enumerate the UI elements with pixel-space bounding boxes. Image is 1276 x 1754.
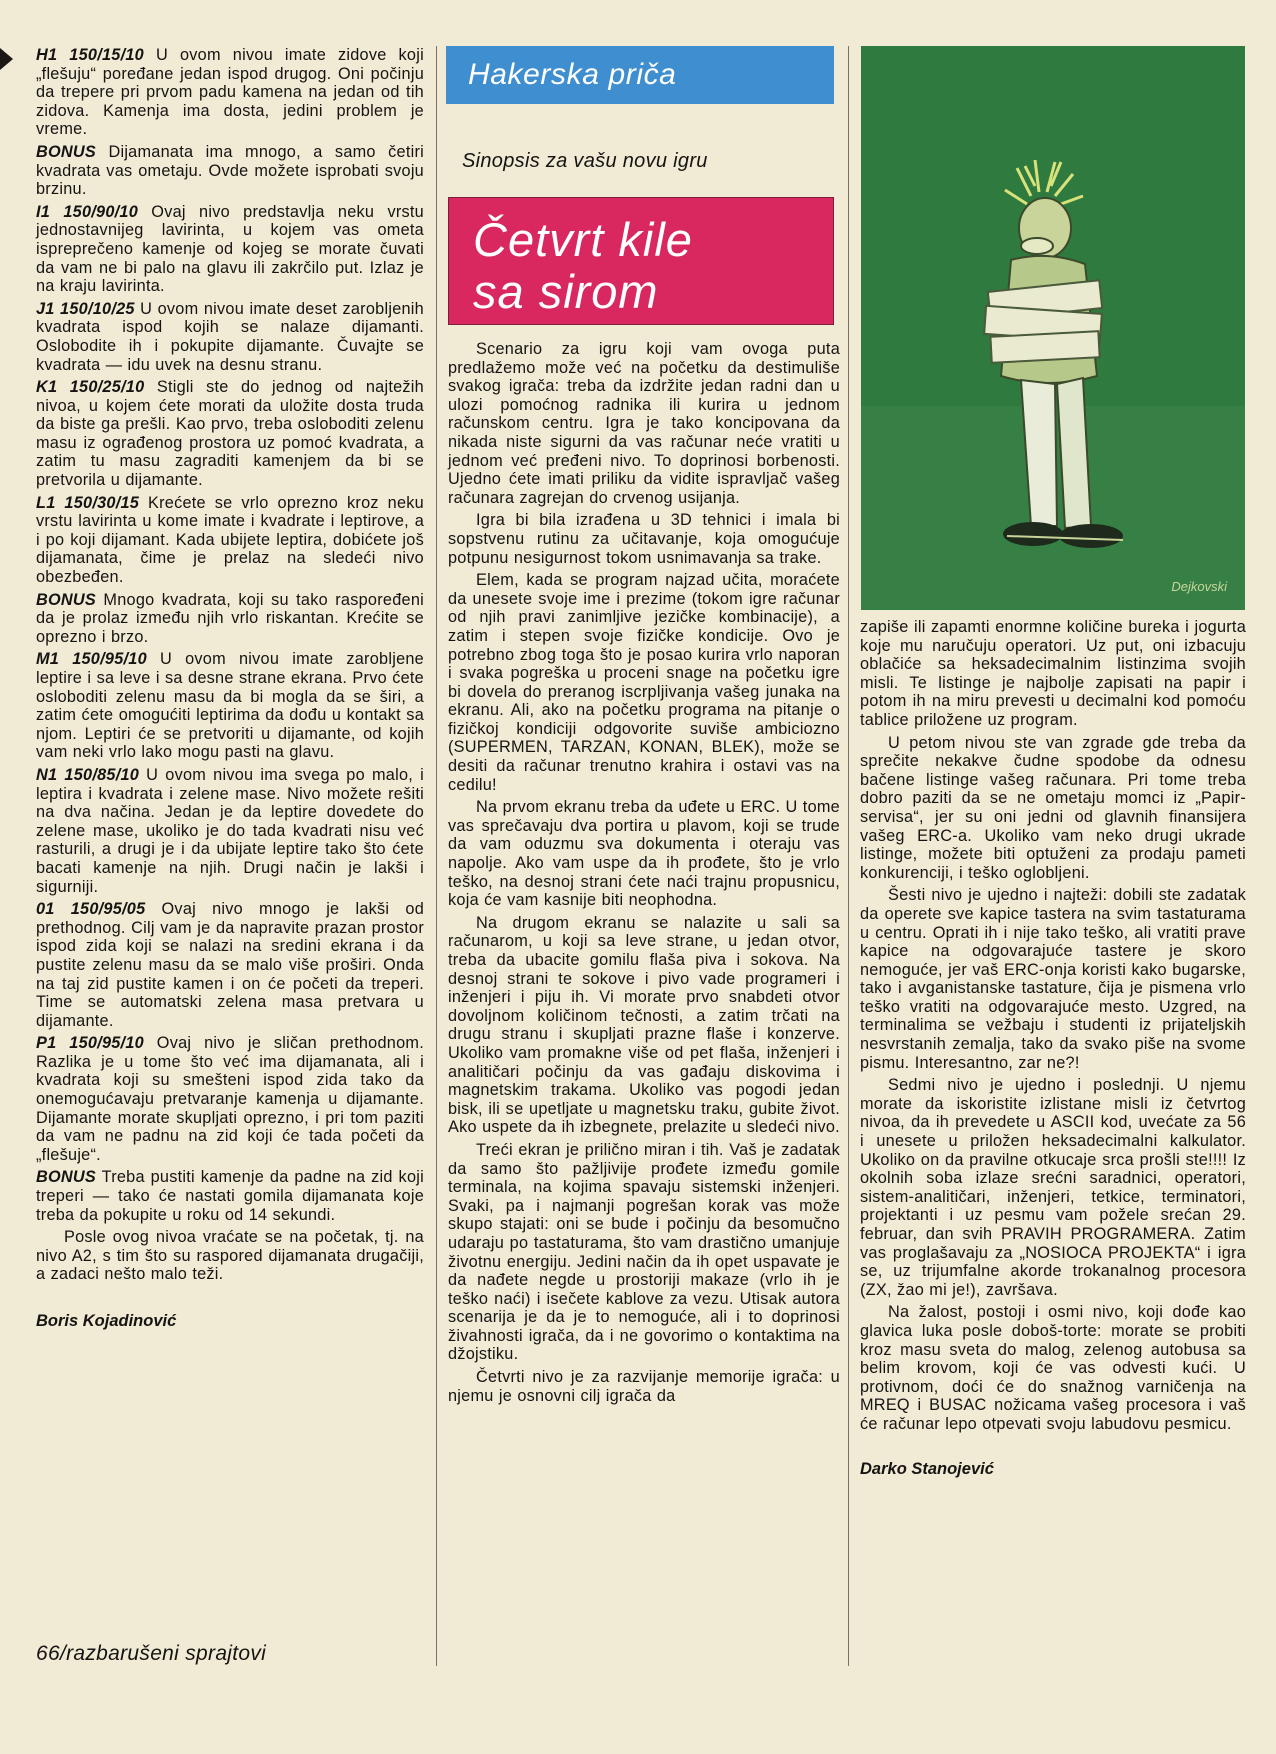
courier-drawing-icon [861, 46, 1245, 610]
level-j1: J1 150/10/25 U ovom nivou imate deset zarobljenih kvadrata ispod kojih se nalaze dijamanti. Oslobodite ih i pokupite dijamante. Čuvajte se kvadrata — idu uvek na desnu stranu. [36, 299, 424, 374]
right-paragraph: Šesti nivo je ujedno i najteži: dobili ste zadatak da operete sve kapice tastera na svim tastaturama u centru. Oprati ih i nije tako teško, ali vratiti prave kapice na odgovarajuće tastere je skoro nemoguće, jer vaš ERC-onja koristi kako bugarske, tako i avganistanske tastature, čija je pismena vrlo teško vratiti na odgovarajuće mesto. Uzgred, na terminalima se vežbaju i studenti iz prijateljskih nesvrstanih zemalja, tako da svako piše na svome pismu. Interesantno, zar ne?! [860, 886, 1246, 1072]
column-middle [448, 340, 840, 1405]
author-left: Boris Kojadinović [36, 1312, 177, 1330]
right-paragraph: Na žalost, postoji i osmi nivo, koji dođe kao glavica luka posle doboš-torte: morate se probiti kroz masu sveta do malog, zelenog autobusa sa belim krovom, koji će vas odvesti kući. U protivnom, doći će do snažnog varničenja na MREQ i BUSAC nožicama vašeg procesora i vaš će računar lepo otpevati svoju labudovu pesmicu. [860, 1303, 1246, 1433]
right-paragraph: zapiše ili zapamti enormne količine bureka i jogurta koje mu naručuju operatori. Uz put, oni izbacuju oblačiće sa heksadecimalnim listinzima svojih misli. Te listinge je najbolje zapisati na papir i potom ih na miru prevesti u decimalni kod pomoću tablice priložene uz program. [860, 618, 1246, 729]
level-m1: M1 150/95/10 U ovom nivou imate zarobljene leptire i sa leve i sa desne strane ekrana. Prvo ćete osloboditi zelenu masu da bi mogla da se širi, a zatim ćete omogućiti leptirima da dođu u kontakt sa njom. Leptiri će se pretvoriti u dijamante, od kojih vam neki vrlo lako mogu pasti na glavu. [36, 650, 424, 762]
bonus-1: BONUS Dijamanata ima mnogo, a samo četiri kvadrata vas ometaju. Ovde možete isprobati svoju brzinu. [36, 142, 424, 199]
bonus-2: BONUS Mnogo kvadrata, koji su tako raspoređeni da je prolaz između njih vrlo riskantan. Krećite se oprezno i brzo. [36, 590, 424, 646]
column-left [36, 46, 424, 1331]
level-i1: I1 150/90/10 Ovaj nivo predstavlja neku vrstu jednostavnijeg lavirinta, u kojem vas ometa ispreprečeno kamenje od kojeg se morate čuvati da vam ne bi palo na glavu ili zakrčilo put. Izlaz je na kraju lavirinta. [36, 202, 424, 296]
article-title-box [448, 197, 834, 325]
article-subtitle: Sinopsis za vašu novu igru [462, 150, 708, 172]
middle-paragraph: Na drugom ekranu se nalazite u sali sa računarom, u koji sa leve strane, u jedan otvor, treba da ubacite gomilu flaša piva i sokova. Na desnoj strani te sokove i pivo vade programeri i inženjeri i piju ih. Vi morate prvo snabdeti otvor dovoljnom količinom tečnosti, a zatim trčati na drugu stranu i skupljati prazne flaše i konzerve. Ukoliko vam promakne više od pet flaša, inženjeri i analitičari počinju da vas gađaju diskovima i magnetskim trakama. Ukoliko vas pogodi jedan bisk, ili se upetljate u magnetsku traku, gubite život. Ako uspete da ih izbegnete, prelazite u sledeći nivo. [448, 913, 840, 1137]
section-header: Hakerska priča [446, 46, 834, 104]
author-right: Darko Stanojević [860, 1459, 994, 1478]
level-p1: P1 150/95/10 Ovaj nivo je sličan prethodnom. Razlika je u tome što već ima dijamanata, ali i kvadrata koji su smešteni ispod zida tako da onemogućavaju pretvaranje kamenja u dijamante. Dijamante morate skupljati oprezno, i pri tom paziti da vam ne padnu na zid koji će tada početi da „flešuje“. [36, 1034, 424, 1164]
column-divider-2 [848, 46, 849, 1666]
column-divider-1 [436, 46, 437, 1666]
bonus-3: BONUS Treba pustiti kamenje da padne na zid koji treperi — tako će nastati gomila dijamanata koje treba da pokupite u roku od 14 sekundi. [36, 1168, 424, 1224]
right-paragraph: Sedmi nivo je ujedno i poslednji. U njemu morate da iskoristite izlistane misli iz četvrtog nivoa, da ih prevedete u ASCII kod, uvećate za 56 i unesete u priložen heksadecimalni kalkulator. Ukoliko on da pravilne otkucaje srca prošli ste!!!! Iz okolnih soba izlaze srećni saradnici, operatori, sistem-analitičari, inženjeri, tetkice, terminatori, projektanti i uz pesmu vam požele srećan 29. februar, dan svih PRAVIH PROGRAMERA. Zatim vas proglašavaju za „NOSIOCA PROJEKTA“ i igra se, uz trijumfalne akorde trokanalnog procesora (ZX, žao mi je!), završava. [860, 1076, 1246, 1299]
middle-paragraph: Treći ekran je prilično miran i tih. Vaš je zadatak da samo što pažljivije prođete između gomile terminala, na kojima spavaju sistemski inženjeri. Svaki, pa i najmanji pogrešan korak vas može skupo stajati: oni se bude i počinju da besomučno udaraju po tastaturama, što vam drastično umanjuje životnu energiju. Jedini način da ih opet uspavate je da nađete negde u prostoriji makaze (vrlo ih je teško naći) i isečete kablove za vezu. Utisak autora scenarija je da je to nemoguće, ali i to doprinosi živahnosti igrača, da i ne govorimo o kontaktima na džojstiku. [448, 1140, 840, 1364]
right-paragraph: U petom nivou ste van zgrade gde treba da sprečite nekakve čudne spodobe da odnesu bačene listinge vašeg računara. Pri tome treba dobro paziti da se ne ometaju momci iz „Papir-servisa“, jer su oni jedni od glavnih finansijera vašeg ERC-a. Ukoliko vam neko drugi ukrade listinge, možete biti optuženi za prodaju pameti konkurenciji, i teško oglobljeni. [860, 733, 1246, 882]
middle-paragraph: Na prvom ekranu treba da uđete u ERC. U tome vas sprečavaju dva portira u plavom, koji se trude da vam oduzmu sva dokumenta i oteraju vas napolje. Ako vam uspe da ih prođete, što je vrlo teško, na desnoj strani ćete naći trajnu propusnicu, koja će vam kasnije biti neophodna. [448, 798, 840, 910]
page-footer: 66/razbarušeni sprajtovi [36, 1642, 267, 1665]
middle-paragraph: Elem, kada se program najzad učita, moraćete da unesete svoje ime i prezime (tokom igre računar od njih pravi zanimljive jezičke kombinacije), a zatim i stepen svoje fizičke kondicije. Ovo je potrebno zbog toga što je posao kurira vrlo naporan i svaka pogreška u proceni snage na početku igre bi dovela do preranog iscrpljivanja vašeg junaka na ekranu. Ali, ako na početku programa na pitanje o fizičkoj kondiciji odgovorite suviše ambiciozno (SUPERMEN, TARZAN, KONAN, BLEK), može se desiti da računar trenutno krahira i ostavi vas na cedilu! [448, 571, 840, 794]
level-l1: L1 150/30/15 Krećete se vrlo oprezno kroz neku vrstu lavirinta u kome imate i kvadrate i leptirove, a i po koji dijamant. Kada ubijete leptira, dobićete još dijamanata, čime je prelaz na sledeći nivo obezbeđen. [36, 493, 424, 587]
level-n1: N1 150/85/10 U ovom nivou ima svega po malo, i leptira i kvadrata i zelene mase. Nivo možete rešiti na dva načina. Jedan je da leptire dovedete do zelene mase, ukoliko je do tada kvadrati nisu već rasturili, a drugi je i da ubijate leptire tako što ćete bacati kamenje na njih. Drugi način je lakši i sigurniji. [36, 765, 424, 896]
level-k1: K1 150/25/10 Stigli ste do jednog od najtežih nivoa, u kojem ćete morati da uložite dosta truda da biste ga prešli. Kao prvo, treba osloboditi zelenu masu iz ograđenog prostora uz pomoć kvadrata, a zatim tu masu zagraditi kamenjem da bi se pretvorila u dijamante. [36, 378, 424, 490]
article-title-line-2: sa sirom [473, 265, 659, 318]
illustration-signature: Dejkovski [1171, 579, 1227, 594]
closing-paragraph: Posle ovog nivoa vraćate se na početak, tj. na nivo A2, s tim što su raspored dijamanata drugačiji, a zadaci nešto malo teži. [36, 1228, 424, 1284]
illustration-programmer [861, 46, 1245, 610]
article-title-line-1: Četvrt kile [473, 213, 693, 266]
middle-paragraph: Igra bi bila izrađena u 3D tehnici i imala bi sopstvenu rutinu za učitavanje, koja omogućuje potpunu nesigurnost tokom usnimavanja sa trake. [448, 511, 840, 567]
column-right [860, 618, 1246, 1479]
middle-paragraph: Scenario za igru koji vam ovoga puta predlažemo može već na početku da destimuliše svakog igrača: treba da izdržite jedan radni dan u ulozi pomoćnog radnika ili kurira u jednom računskom centru. Igra je tako koncipovana da nikada niste sigurni da vas računar neće vratiti u jednom već pređeni nivo. To doprinosi borbenosti. Ujedno ćete imati priliku da vidite ispravljač vašeg računara zagrejan do crvenog usijanja. [448, 340, 840, 507]
page-marker-arrow-icon [0, 48, 13, 70]
level-h1: H1 150/15/10 U ovom nivou imate zidove koji „flešuju“ poređane jedan ispod drugog. Oni počinju da trepere pri prvom padu kamena na jedan od tih zidova. Kamenja ima dosta, jedini problem je vreme. [36, 46, 424, 139]
middle-paragraph: Četvrti nivo je za razvijanje memorije igrača: u njemu je osnovni cilj igrača da [448, 1368, 840, 1405]
level-o1: 01 150/95/05 Ovaj nivo mnogo je lakši od prethodnog. Cilj vam je da napravite prazan prostor ispod zida koji se nalazi na sredini ekrana i da pustite zelenu masu da se malo više proširi. Onda na taj zid pustite kamen i on će početi da treperi. Time se automatski zelena masa pretvara u dijamante. [36, 900, 424, 1030]
